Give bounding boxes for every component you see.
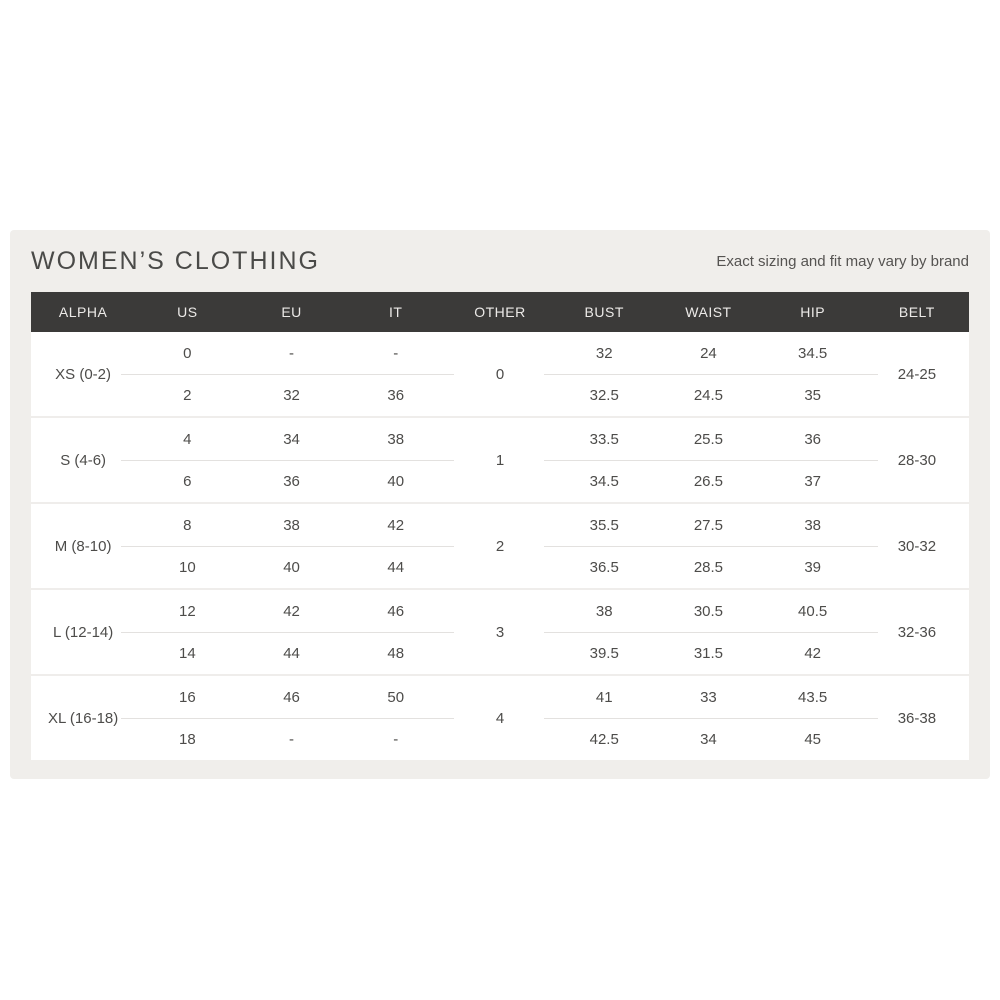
alpha-size-cell: S (4-6) xyxy=(60,451,107,469)
bust-value: 32.5 xyxy=(589,386,619,404)
other-size-cell: 3 xyxy=(495,623,505,641)
it-size-value: 50 xyxy=(387,688,405,706)
size-chart-card xyxy=(10,230,990,779)
bust-value: 33.5 xyxy=(589,430,619,448)
other-size-cell: 2 xyxy=(495,537,505,555)
row-divider-left xyxy=(121,546,454,547)
waist-value: 31.5 xyxy=(693,644,724,662)
us-size-value: 0 xyxy=(183,344,192,362)
size-group xyxy=(31,416,969,502)
eu-size-value: - xyxy=(289,730,295,748)
row-divider-left xyxy=(121,632,454,633)
us-size-value: 12 xyxy=(178,602,196,620)
size-group xyxy=(31,502,969,588)
us-size-value: 6 xyxy=(183,472,192,490)
waist-value: 25.5 xyxy=(693,430,724,448)
eu-size-value: 32 xyxy=(283,386,300,404)
waist-value: 33 xyxy=(700,688,717,706)
bust-value: 34.5 xyxy=(589,472,619,490)
eu-size-value: 40 xyxy=(283,558,300,576)
alpha-size-cell: XL (16-18) xyxy=(47,709,119,727)
eu-size-value: 44 xyxy=(283,644,300,662)
hip-value: 36 xyxy=(804,430,821,448)
column-header-eu: EU xyxy=(281,304,302,320)
bust-value: 39.5 xyxy=(589,644,619,662)
it-size-value: 36 xyxy=(387,386,405,404)
alpha-size-cell: XS (0-2) xyxy=(55,365,112,383)
bust-value: 32 xyxy=(595,344,613,362)
column-header-waist: WAIST xyxy=(685,304,732,320)
us-size-value: 4 xyxy=(183,430,192,448)
other-size-cell: 4 xyxy=(495,709,505,727)
bust-value: 35.5 xyxy=(589,516,619,534)
table-body xyxy=(31,332,969,760)
hip-value: 35 xyxy=(804,386,821,404)
belt-size-cell: 30-32 xyxy=(897,537,937,555)
it-size-value: 46 xyxy=(387,602,405,620)
row-divider-left xyxy=(121,718,454,719)
row-divider-right xyxy=(544,632,878,633)
other-size-cell: 0 xyxy=(495,365,505,383)
belt-size-cell: 28-30 xyxy=(897,451,937,469)
column-header-belt: BELT xyxy=(898,304,935,320)
row-divider-left xyxy=(121,460,454,461)
us-size-value: 10 xyxy=(178,558,196,576)
row-divider-right xyxy=(544,546,878,547)
hip-value: 40.5 xyxy=(798,602,828,620)
us-size-value: 18 xyxy=(178,730,196,748)
us-size-value: 8 xyxy=(183,516,192,534)
size-group xyxy=(31,332,969,416)
table-header-row xyxy=(31,292,969,332)
size-group xyxy=(31,674,969,760)
us-size-value: 16 xyxy=(178,688,196,706)
eu-size-value: 42 xyxy=(283,602,300,620)
us-size-value: 2 xyxy=(183,386,192,404)
hip-value: 38 xyxy=(804,516,821,534)
row-divider-right xyxy=(544,718,878,719)
row-divider-left xyxy=(121,374,454,375)
waist-value: 24.5 xyxy=(693,386,724,404)
it-size-value: 40 xyxy=(387,472,405,490)
eu-size-value: 34 xyxy=(283,430,300,448)
it-size-value: 42 xyxy=(387,516,405,534)
it-size-value: 48 xyxy=(387,644,405,662)
it-size-value: 44 xyxy=(387,558,405,576)
column-header-it: IT xyxy=(389,304,403,320)
bust-value: 41 xyxy=(595,688,613,706)
waist-value: 24 xyxy=(700,344,717,362)
belt-size-cell: 36-38 xyxy=(897,709,937,727)
eu-size-value: - xyxy=(289,344,295,362)
bust-value: 38 xyxy=(595,602,613,620)
column-header-hip: HIP xyxy=(800,304,826,320)
waist-value: 26.5 xyxy=(693,472,724,490)
hip-value: 37 xyxy=(804,472,821,490)
eu-size-value: 38 xyxy=(283,516,300,534)
alpha-size-cell: L (12-14) xyxy=(52,623,114,641)
waist-value: 30.5 xyxy=(693,602,724,620)
column-header-us: US xyxy=(177,304,198,320)
row-divider-right xyxy=(544,374,878,375)
column-header-bust: BUST xyxy=(584,304,624,320)
hip-value: 45 xyxy=(804,730,821,748)
sizing-disclaimer: Exact sizing and fit may vary by brand xyxy=(716,252,969,270)
page-title: WOMEN’S CLOTHING xyxy=(31,246,320,275)
bust-value: 42.5 xyxy=(589,730,619,748)
it-size-value: - xyxy=(393,344,399,362)
column-header-alpha: ALPHA xyxy=(58,304,108,320)
hip-value: 34.5 xyxy=(798,344,828,362)
eu-size-value: 46 xyxy=(283,688,300,706)
hip-value: 39 xyxy=(804,558,821,576)
it-size-value: 38 xyxy=(387,430,405,448)
waist-value: 28.5 xyxy=(693,558,724,576)
hip-value: 42 xyxy=(804,644,821,662)
eu-size-value: 36 xyxy=(283,472,300,490)
alpha-size-cell: M (8-10) xyxy=(54,537,112,555)
column-header-other: OTHER xyxy=(474,304,526,320)
belt-size-cell: 32-36 xyxy=(897,623,937,641)
size-group xyxy=(31,588,969,674)
waist-value: 34 xyxy=(700,730,717,748)
it-size-value: - xyxy=(393,730,399,748)
us-size-value: 14 xyxy=(178,644,196,662)
belt-size-cell: 24-25 xyxy=(897,365,937,383)
other-size-cell: 1 xyxy=(495,451,505,469)
bust-value: 36.5 xyxy=(589,558,619,576)
hip-value: 43.5 xyxy=(798,688,828,706)
row-divider-right xyxy=(544,460,878,461)
card-header xyxy=(31,230,969,292)
waist-value: 27.5 xyxy=(693,516,724,534)
